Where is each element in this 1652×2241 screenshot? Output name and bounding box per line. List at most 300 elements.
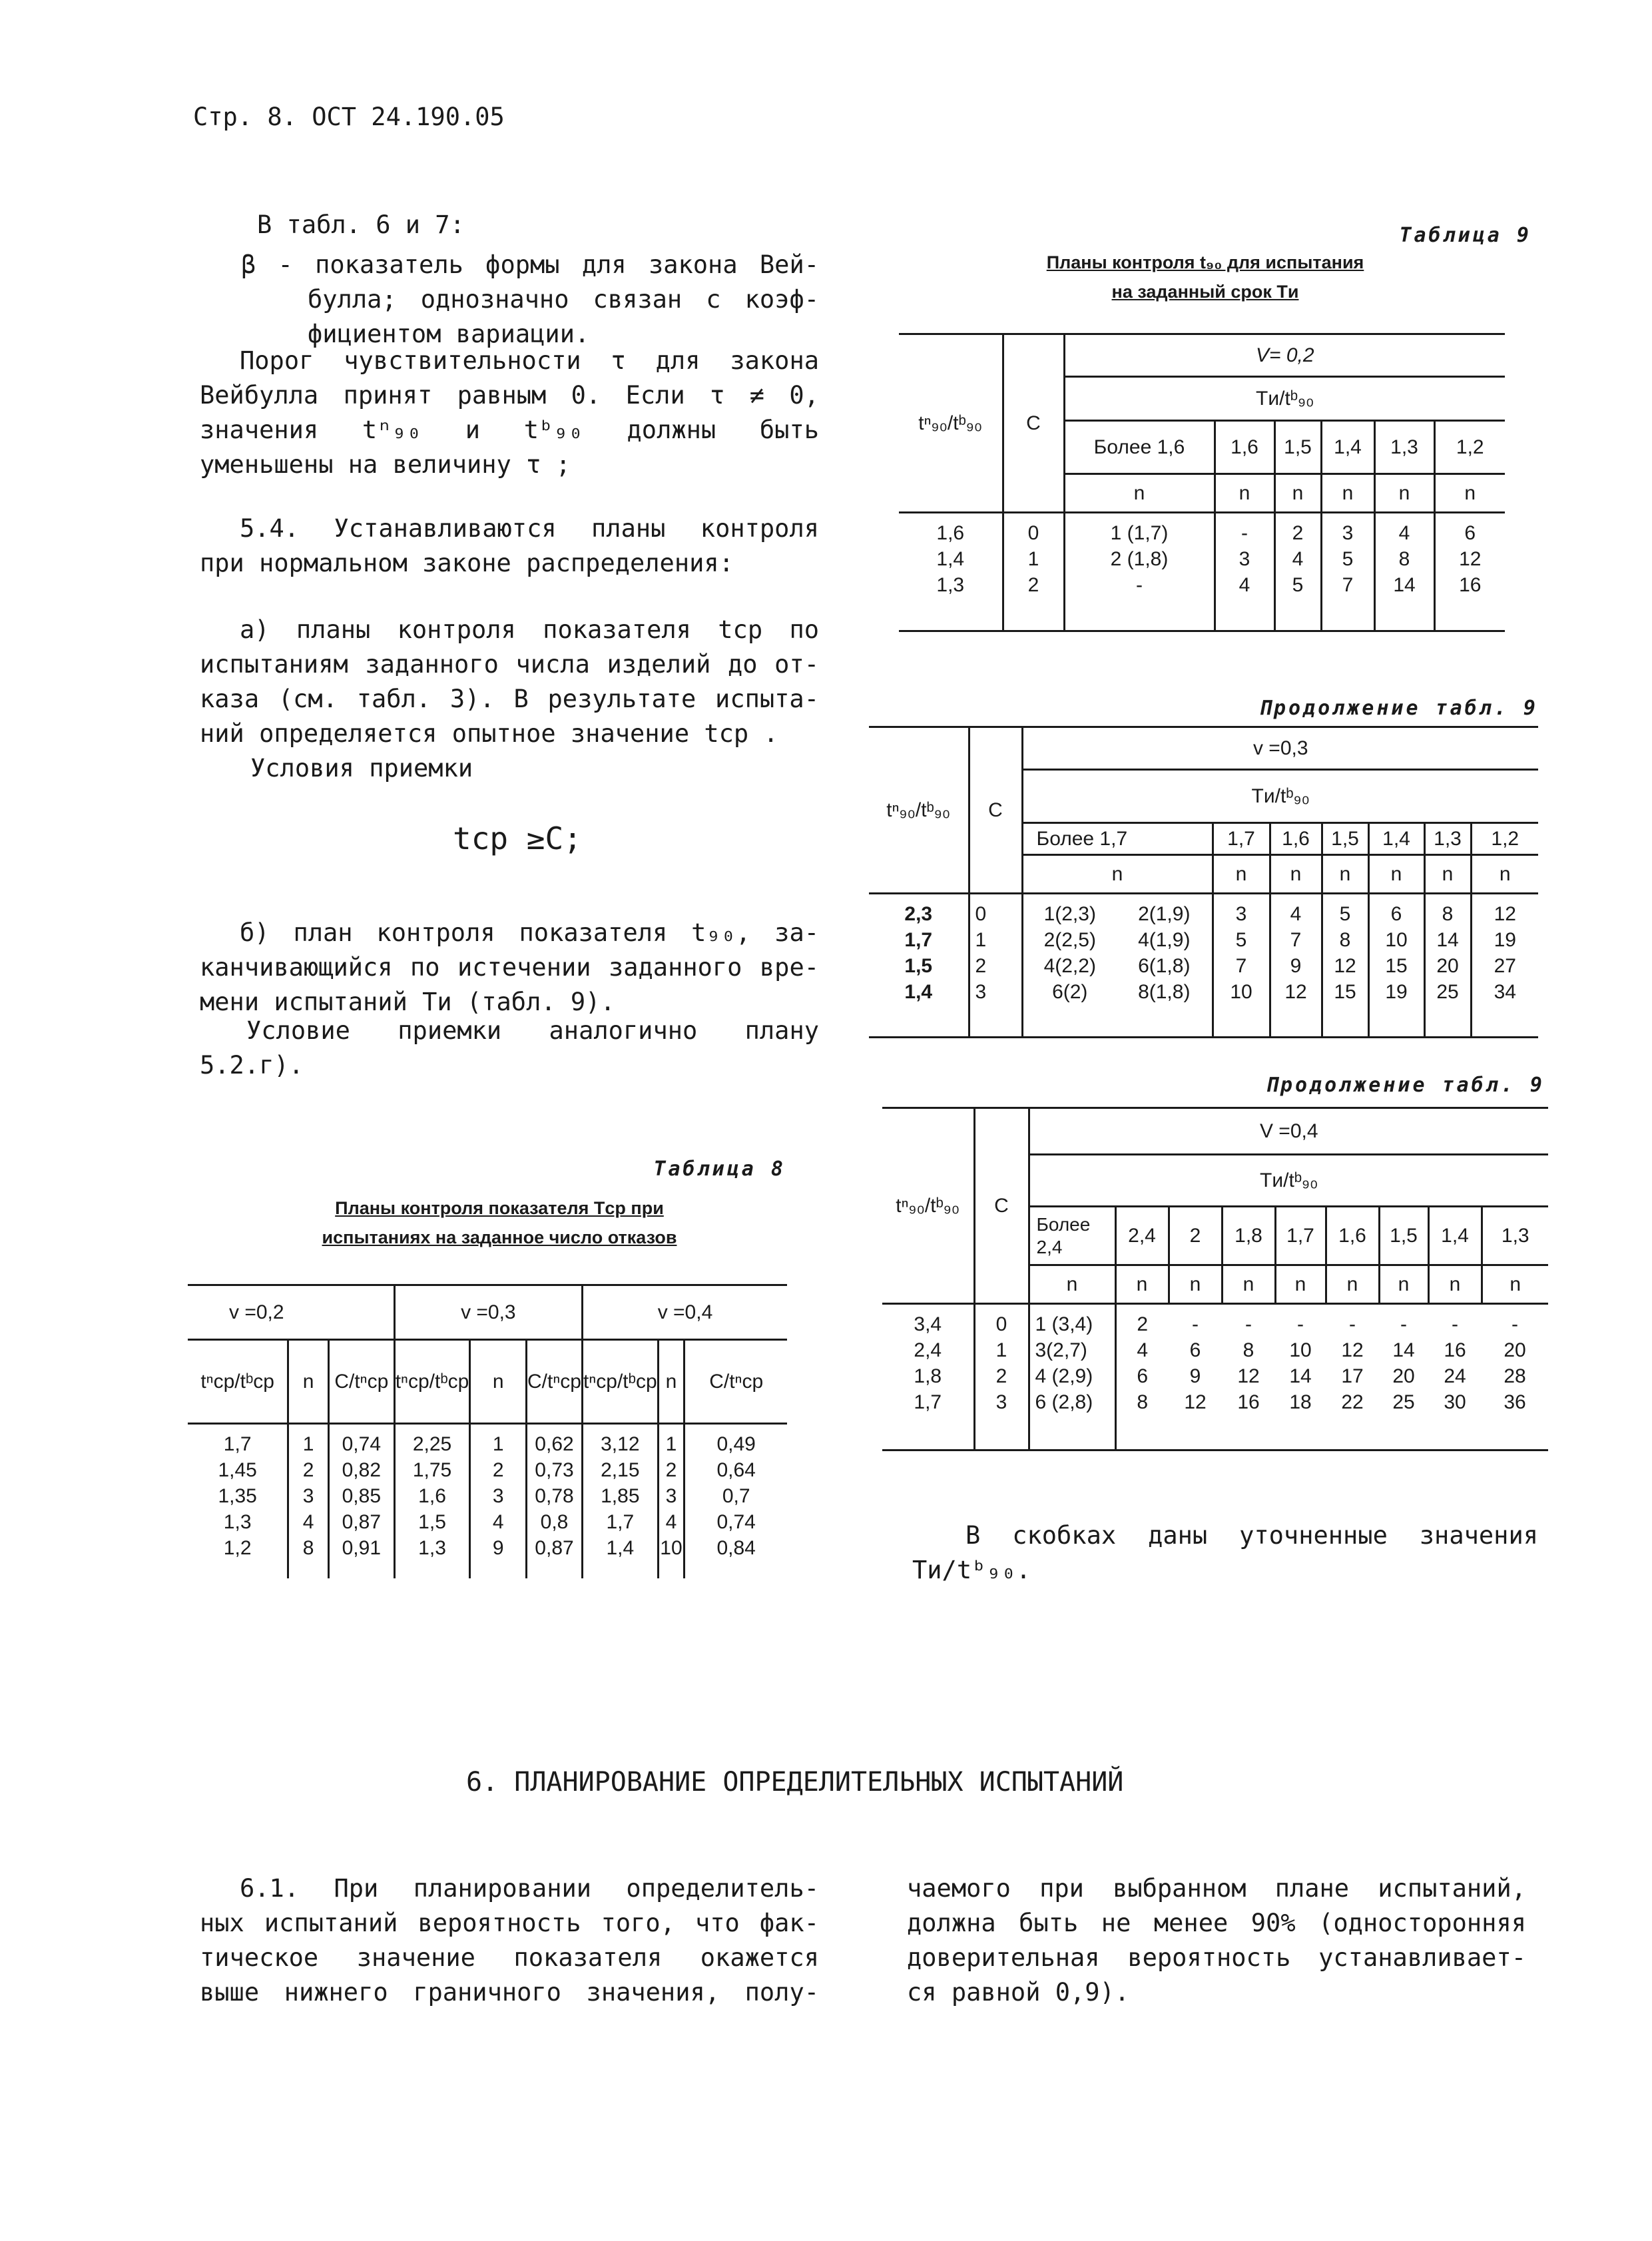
- cell: 30: [1444, 1391, 1466, 1413]
- threshold-line: уменьшены на величину τ ;: [200, 450, 571, 479]
- table9c-ratio-label: Tи/tᵇ₉₀: [1029, 1155, 1548, 1207]
- table9c-v: V =0,4: [1029, 1108, 1548, 1155]
- cell: 28: [1504, 1365, 1526, 1387]
- cell: 0,82: [342, 1459, 382, 1481]
- cell: 2(1,9): [1138, 903, 1191, 925]
- cell: 10: [1289, 1339, 1312, 1361]
- table9-column: [1321, 513, 1374, 631]
- table9b-level: Более 1,7: [1022, 823, 1213, 855]
- cell: 25: [1436, 981, 1459, 1003]
- threshold-line: значения tⁿ₉₀ и tᵇ₉₀ должны быть: [200, 416, 819, 444]
- acceptance-formula: tср ≥C;: [453, 820, 582, 856]
- caption-line: на заданный срок Tи: [1111, 282, 1299, 302]
- table8-col-header: n: [658, 1340, 685, 1424]
- cell: 7: [1235, 955, 1247, 977]
- cell: 4: [1239, 574, 1250, 596]
- cell: 0,62: [535, 1433, 574, 1455]
- table9b-n-label: n: [1022, 855, 1213, 894]
- table8-column: [658, 1424, 685, 1578]
- cell: 1,6: [936, 522, 965, 544]
- table9c-n-label: n: [1326, 1265, 1379, 1304]
- cell: 3: [1235, 903, 1247, 925]
- cell: 0,7: [722, 1485, 750, 1507]
- s61-line: тическое значение показателя окажется: [200, 1943, 819, 1972]
- table9b-v: v =0,3: [1022, 727, 1538, 770]
- table9-ratio-label: Tи/tᵇ₉₀: [1064, 377, 1505, 421]
- cell: 4(2,2): [1043, 955, 1096, 977]
- table8: [188, 1284, 787, 1578]
- cell: 6: [1189, 1339, 1201, 1361]
- cell: 4: [1292, 548, 1304, 570]
- table8-column: [188, 1424, 288, 1578]
- cell: 16: [1237, 1391, 1260, 1413]
- table9b-n-label: n: [1471, 855, 1538, 894]
- tables-intro: В табл. 6 и 7:: [257, 210, 465, 239]
- clause-line: 5.4. Устанавливаются планы контроля: [240, 514, 819, 543]
- table9c-level: 1,4: [1428, 1207, 1482, 1265]
- cell: 8: [1242, 1339, 1254, 1361]
- caption-line: Планы контроля t₉₀ для испытания: [1046, 252, 1364, 272]
- cell: 12: [1334, 955, 1356, 977]
- cell: 0,73: [535, 1459, 574, 1481]
- cell: 2,4: [914, 1339, 942, 1361]
- table9c-n-label: n: [1029, 1265, 1115, 1304]
- table9-column: [899, 513, 1003, 631]
- cell: 0,87: [535, 1537, 574, 1559]
- table9-column: [1064, 513, 1215, 631]
- cell: 7: [1342, 574, 1354, 596]
- table9-level: 1,6: [1215, 421, 1274, 474]
- note-line: В скобках даны уточненные значения: [965, 1521, 1538, 1550]
- cell: 2,3: [904, 903, 933, 925]
- cell: 4: [1137, 1339, 1149, 1361]
- cell: 9: [1290, 955, 1302, 977]
- table9b-column: [869, 894, 969, 1038]
- cell: 3: [492, 1485, 504, 1507]
- cell: 6(2): [1052, 981, 1088, 1003]
- table9: [899, 333, 1505, 632]
- cell: 1,4: [606, 1537, 635, 1559]
- table8-group: v =0,2: [188, 1285, 394, 1340]
- cell: 0,78: [535, 1485, 574, 1507]
- cell: 2: [665, 1459, 677, 1481]
- table9-n-label: n: [1374, 474, 1434, 513]
- cell: -: [1245, 1313, 1252, 1335]
- table9-column: [1274, 513, 1321, 631]
- table9b-n-label: n: [1213, 855, 1270, 894]
- cell: 25: [1392, 1391, 1415, 1413]
- table9c-column: [1275, 1304, 1326, 1450]
- cell: 5: [1342, 548, 1354, 570]
- cell: 1,5: [904, 955, 933, 977]
- cell: 1,5: [418, 1511, 446, 1533]
- clause-line: при нормальном законе распределения:: [200, 549, 734, 577]
- table9c-n-label: n: [1115, 1265, 1169, 1304]
- table9-row-label: tⁿ₉₀/tᵇ₉₀: [899, 334, 1003, 513]
- cell: 20: [1504, 1339, 1526, 1361]
- table9c-column: [1482, 1304, 1548, 1450]
- cell: 1,7: [914, 1391, 942, 1413]
- table9b-column: [969, 894, 1022, 1038]
- cell: 6: [1464, 522, 1476, 544]
- clause-line: б) план контроля показателя t₉₀, за-: [240, 918, 819, 947]
- cell: 1,35: [218, 1485, 257, 1507]
- table8-group: v =0,3: [394, 1285, 582, 1340]
- cell: 19: [1494, 929, 1516, 951]
- condition-paragraph: [200, 1014, 819, 1083]
- cell: 2,25: [412, 1433, 452, 1455]
- cell: 16: [1444, 1339, 1466, 1361]
- table8-col-header: n: [288, 1340, 329, 1424]
- condition-line: Условие приемки аналогично плану: [246, 1016, 819, 1045]
- cell: 0,91: [342, 1537, 382, 1559]
- cell: 0: [975, 903, 987, 925]
- caption-line: испытаниях на заданное число отказов: [322, 1227, 677, 1247]
- cell: 3: [302, 1485, 314, 1507]
- table9-column: [1003, 513, 1064, 631]
- cell: 4: [492, 1511, 504, 1533]
- table9c-column: [1115, 1304, 1169, 1450]
- clause-b: [200, 916, 819, 1020]
- cell: 12: [1459, 548, 1482, 570]
- threshold-line: Порог чувствительности τ для закона: [240, 346, 819, 375]
- cell: 1,7: [606, 1511, 635, 1533]
- cell: 0,8: [540, 1511, 569, 1533]
- table9c-n-label: n: [1169, 1265, 1222, 1304]
- cell: 15: [1334, 981, 1356, 1003]
- cell: 1(2,3): [1043, 903, 1096, 925]
- cell: 14: [1436, 929, 1459, 951]
- table9b-column: [1213, 894, 1270, 1038]
- cell: 1,3: [936, 574, 965, 596]
- cell: 0,84: [716, 1537, 756, 1559]
- clause-a: [200, 613, 819, 786]
- cell: 1: [995, 1339, 1007, 1361]
- cell: 5: [1339, 903, 1351, 925]
- cell: 0,49: [716, 1433, 756, 1455]
- cell: 3,4: [914, 1313, 942, 1335]
- cell: 8: [1442, 903, 1454, 925]
- table9b-n-label: n: [1424, 855, 1471, 894]
- table9-c-label: C: [1003, 334, 1064, 513]
- table9-level: Более 1,6: [1064, 421, 1215, 474]
- table9b-level: 1,7: [1213, 823, 1270, 855]
- table8-col-header: C/tⁿср: [527, 1340, 583, 1424]
- acceptance-label: Условия приемки: [250, 754, 473, 783]
- table9-column: [1215, 513, 1274, 631]
- table9-level: 1,5: [1274, 421, 1321, 474]
- cell: 3,12: [601, 1433, 640, 1455]
- cell: 16: [1459, 574, 1482, 596]
- cell: 19: [1385, 981, 1408, 1003]
- cell: 2: [1137, 1313, 1149, 1335]
- cell: 20: [1392, 1365, 1415, 1387]
- table8-column: [328, 1424, 394, 1578]
- cell: 1: [302, 1433, 314, 1455]
- table9-level: 1,4: [1321, 421, 1374, 474]
- table9b-column: [1424, 894, 1471, 1038]
- cell: 34: [1494, 981, 1516, 1003]
- beta-paragraph: [241, 248, 819, 352]
- cell: 1,85: [601, 1485, 640, 1507]
- table9c-column: [1428, 1304, 1482, 1450]
- cell: 2: [1027, 574, 1039, 596]
- table8-col-header: tⁿср/tᵇср: [394, 1340, 470, 1424]
- cell: 1,4: [936, 548, 965, 570]
- cell: -: [1452, 1313, 1458, 1335]
- s61-line: доверительная вероятность устанавливает-: [907, 1943, 1526, 1972]
- cell: 36: [1504, 1391, 1526, 1413]
- table9c-c-label: C: [974, 1108, 1029, 1304]
- section-6-1-right: [907, 1871, 1526, 2010]
- section-title: 6. ПЛАНИРОВАНИЕ ОПРЕДЕЛИТЕЛЬНЫХ ИСПЫТАНИЙ: [466, 1767, 1124, 1797]
- cell: 4: [1290, 903, 1302, 925]
- table9c-column: [1326, 1304, 1379, 1450]
- cell: 1,3: [223, 1511, 252, 1533]
- table9b-column: [1270, 894, 1322, 1038]
- cell: 2: [492, 1459, 504, 1481]
- table8-column: [394, 1424, 470, 1578]
- cell: 24: [1444, 1365, 1466, 1387]
- cell: 0,74: [342, 1433, 382, 1455]
- table9-level: 1,2: [1434, 421, 1505, 474]
- cell: 6(1,8): [1138, 955, 1191, 977]
- s61-line: 6.1. При планировании определитель-: [240, 1874, 819, 1903]
- table9c-n-label: n: [1222, 1265, 1275, 1304]
- cell: 7: [1290, 929, 1302, 951]
- table9-level: 1,3: [1374, 421, 1434, 474]
- cell: 12: [1494, 903, 1516, 925]
- table9b-column: [1471, 894, 1538, 1038]
- table9c-n-label: n: [1482, 1265, 1548, 1304]
- cell: 3: [1239, 548, 1250, 570]
- cell: 12: [1284, 981, 1307, 1003]
- beta-line: фициентом вариации.: [308, 320, 590, 348]
- cell: 27: [1494, 955, 1516, 977]
- table9-n-label: n: [1274, 474, 1321, 513]
- cell: 9: [492, 1537, 504, 1559]
- cell: 8: [302, 1537, 314, 1559]
- table9b-row-label: tⁿ₉₀/tᵇ₉₀: [869, 727, 969, 894]
- section-6-1-left: [200, 1871, 819, 2010]
- cell: 1,2: [223, 1537, 252, 1559]
- cell: 14: [1392, 1339, 1415, 1361]
- beta-line: β - показатель формы для закона Вей-: [241, 250, 819, 279]
- cell: 3(2,7): [1035, 1339, 1087, 1361]
- table9b-level: 1,4: [1368, 823, 1424, 855]
- cell: 17: [1341, 1365, 1364, 1387]
- caption-line: Планы контроля показателя Tср при: [335, 1198, 664, 1218]
- table9b-level: 1,3: [1424, 823, 1471, 855]
- cell: -: [1241, 522, 1248, 544]
- table8-col-header: C/tⁿср: [328, 1340, 394, 1424]
- s61-line: ных испытаний вероятность того, что фак-: [200, 1909, 819, 1937]
- cell: -: [1400, 1313, 1407, 1335]
- table9b-level: 1,5: [1322, 823, 1368, 855]
- clause-5-4: [200, 511, 819, 581]
- cell: 12: [1341, 1339, 1364, 1361]
- cell: 1,3: [418, 1537, 446, 1559]
- table9b-ratio-label: Tи/tᵇ₉₀: [1022, 770, 1538, 823]
- cell: 6: [1137, 1365, 1149, 1387]
- cell: 4: [665, 1511, 677, 1533]
- table8-caption: [253, 1193, 746, 1252]
- table9-n-label: n: [1064, 474, 1215, 513]
- table9c-level: 1,3: [1482, 1207, 1548, 1265]
- cell: 14: [1289, 1365, 1312, 1387]
- table8-column: [527, 1424, 583, 1578]
- table9c-row-label: tⁿ₉₀/tᵇ₉₀: [882, 1108, 974, 1304]
- cell: 1,45: [218, 1459, 257, 1481]
- cell: -: [1136, 574, 1143, 596]
- table9b-column: [1322, 894, 1368, 1038]
- table9c-n-label: n: [1275, 1265, 1326, 1304]
- table9-v: V= 0,2: [1064, 334, 1505, 377]
- cell: 8: [1137, 1391, 1149, 1413]
- cell: 1,7: [904, 929, 933, 951]
- table9c-column: [1222, 1304, 1275, 1450]
- table8-group: v =0,4: [582, 1285, 787, 1340]
- table9-column: [1434, 513, 1505, 631]
- table8-col-header: tⁿср/tᵇср: [188, 1340, 288, 1424]
- table9b-n-label: n: [1322, 855, 1368, 894]
- table9b-column: [1022, 894, 1117, 1038]
- cell: 2: [995, 1365, 1007, 1387]
- s61-line: ся равной 0,9).: [907, 1978, 1130, 2007]
- cell: 3: [995, 1391, 1007, 1413]
- cell: 18: [1289, 1391, 1312, 1413]
- cell: 3: [665, 1485, 677, 1507]
- cell: 0,64: [716, 1459, 756, 1481]
- cell: -: [1297, 1313, 1304, 1335]
- note-line: Tи/tᵇ₉₀.: [912, 1556, 1031, 1584]
- page-header: Стр. 8. ОСТ 24.190.05: [193, 103, 505, 131]
- table9b-column: [1117, 894, 1213, 1038]
- cell: 1,4: [904, 981, 933, 1003]
- table9c: [882, 1107, 1548, 1451]
- table8-column: [470, 1424, 527, 1578]
- cell: 10: [1230, 981, 1252, 1003]
- beta-line: булла; однозначно связан с коэф-: [308, 285, 819, 314]
- s61-line: чаемого при выбранном плане испытаний,: [907, 1874, 1526, 1903]
- table9c-column: [974, 1304, 1029, 1450]
- cell: 0,87: [342, 1511, 382, 1533]
- table8-column: [288, 1424, 329, 1578]
- table9c-level: 1,6: [1326, 1207, 1379, 1265]
- table9c-column: [882, 1304, 974, 1450]
- cell: 12: [1184, 1391, 1207, 1413]
- clause-line: каза (см. табл. 3). В результате испыта-: [200, 685, 819, 713]
- cell: 2(2,5): [1043, 929, 1096, 951]
- cell: 0: [995, 1313, 1007, 1335]
- table9b-column: [1368, 894, 1424, 1038]
- table8-col-header: C/tⁿср: [685, 1340, 787, 1424]
- table9c-level: 1,7: [1275, 1207, 1326, 1265]
- table9c-column: [1029, 1304, 1115, 1450]
- table9c-level: 2: [1169, 1207, 1222, 1265]
- table9c-column: [1379, 1304, 1428, 1450]
- cell: 8: [1339, 929, 1351, 951]
- table9b-n-label: n: [1368, 855, 1424, 894]
- cell: 1,8: [914, 1365, 942, 1387]
- cell: 0: [1027, 522, 1039, 544]
- threshold-paragraph: [200, 344, 819, 482]
- table8-column: [582, 1424, 658, 1578]
- table9-title: Таблица 9: [1399, 224, 1531, 247]
- clause-line: ний определяется опытное значение tср .: [200, 719, 778, 748]
- table9b-level: 1,6: [1270, 823, 1322, 855]
- cell: 6 (2,8): [1035, 1391, 1093, 1413]
- cell: 1 (1,7): [1110, 522, 1169, 544]
- table9b-c-label: C: [969, 727, 1022, 894]
- cell: 10: [660, 1537, 683, 1559]
- cell: 5: [1292, 574, 1304, 596]
- cell: 1: [1027, 548, 1039, 570]
- clause-line: испытаниям заданного числа изделий до от-: [200, 650, 819, 679]
- cell: 6: [1390, 903, 1402, 925]
- table9b-n-label: n: [1270, 855, 1322, 894]
- table9c-title: Продолжение табл. 9: [1265, 1074, 1545, 1097]
- table9c-level: 2,4: [1115, 1207, 1169, 1265]
- cell: 1,7: [223, 1433, 252, 1455]
- cell: 4 (2,9): [1035, 1365, 1093, 1387]
- table9c-n-label: n: [1379, 1265, 1428, 1304]
- table9-n-label: n: [1215, 474, 1274, 513]
- table9c-level: 1,8: [1222, 1207, 1275, 1265]
- cell: 3: [975, 981, 987, 1003]
- table9b: [869, 726, 1538, 1038]
- table9-caption: [992, 248, 1418, 306]
- table9b-level: 1,2: [1471, 823, 1538, 855]
- table9b-title: Продолжение табл. 9: [1258, 697, 1538, 720]
- cell: 1,75: [412, 1459, 452, 1481]
- table9c-level: 1,5: [1379, 1207, 1428, 1265]
- cell: 2: [1292, 522, 1304, 544]
- cell: 2: [302, 1459, 314, 1481]
- cell: 4(1,9): [1138, 929, 1191, 951]
- cell: 10: [1385, 929, 1408, 951]
- cell: 0,74: [716, 1511, 756, 1533]
- cell: 1: [665, 1433, 677, 1455]
- cell: -: [1512, 1313, 1518, 1335]
- table8-column: [685, 1424, 787, 1578]
- table9-n-label: n: [1434, 474, 1505, 513]
- clause-line: а) планы контроля показателя tср по: [240, 615, 819, 644]
- table8-col-header: n: [470, 1340, 527, 1424]
- cell: 5: [1235, 929, 1247, 951]
- cell: 1 (3,4): [1035, 1313, 1093, 1335]
- table8-title: Таблица 8: [653, 1157, 786, 1181]
- cell: 3: [1342, 522, 1354, 544]
- clause-line: мени испытаний Tи (табл. 9).: [200, 988, 615, 1016]
- cell: 1,6: [418, 1485, 446, 1507]
- cell: -: [1349, 1313, 1356, 1335]
- s61-line: выше нижнего граничного значения, полу-: [200, 1978, 819, 2007]
- clause-line: канчивающийся по истечении заданного вре-: [200, 953, 819, 982]
- cell: 8: [1398, 548, 1410, 570]
- cell: 14: [1393, 574, 1416, 596]
- table9c-n-label: n: [1428, 1265, 1482, 1304]
- cell: 2 (1,8): [1110, 548, 1169, 570]
- cell: 8(1,8): [1138, 981, 1191, 1003]
- s61-line: должна быть не менее 90% (односторонняя: [907, 1909, 1526, 1937]
- cell: 12: [1237, 1365, 1260, 1387]
- cell: 20: [1436, 955, 1459, 977]
- table9-n-label: n: [1321, 474, 1374, 513]
- cell: 0,85: [342, 1485, 382, 1507]
- threshold-line: Вейбулла принят равным 0. Если τ ≠ 0,: [200, 381, 819, 410]
- table9-column: [1374, 513, 1434, 631]
